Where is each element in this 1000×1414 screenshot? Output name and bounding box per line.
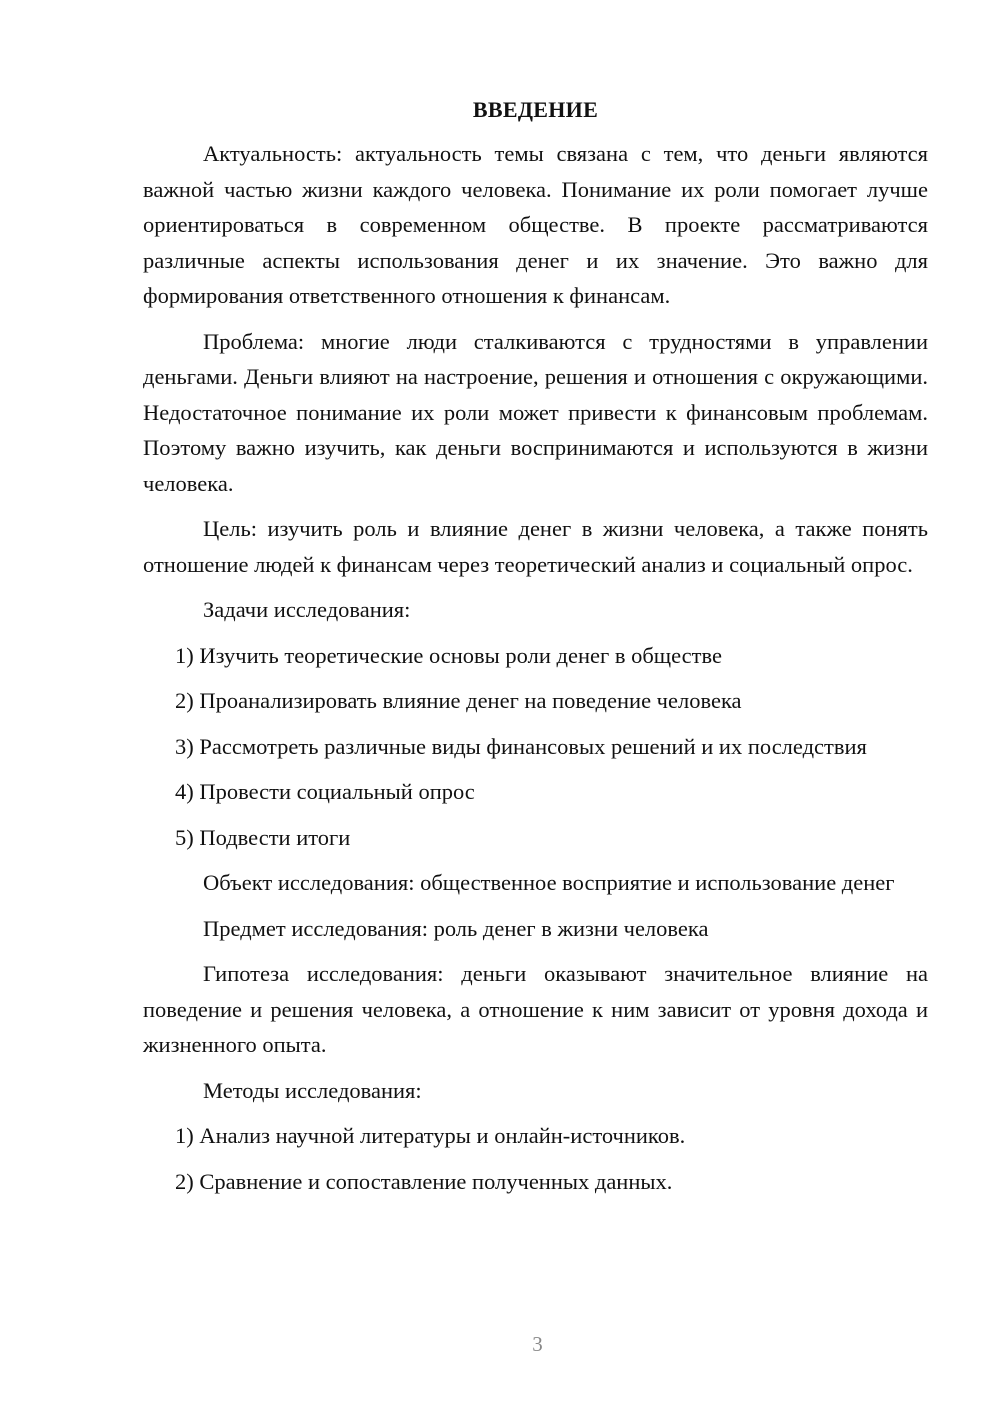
task-item-2: 2) Проанализировать влияние денег на поведение человека bbox=[175, 688, 742, 713]
tasks-title: Задачи исследования: bbox=[203, 597, 411, 622]
methods-title: Методы исследования: bbox=[203, 1077, 422, 1103]
method-item-2: 2) Сравнение и сопоставление полученных данных. bbox=[175, 1168, 673, 1194]
object-paragraph: Объект исследования: общественное восприятие и использование денег bbox=[203, 870, 895, 895]
goal-paragraph: Цель: изучить роль и влияние денег в жизни человека, а также понять отношение людей к финансам через теоретический анализ и социальный опрос. bbox=[143, 516, 928, 577]
page-number: 3 bbox=[532, 1332, 543, 1356]
method-item-1: 1) Анализ научной литературы и онлайн-источников. bbox=[175, 1123, 686, 1148]
page-content bbox=[143, 94, 928, 1209]
hypothesis-paragraph: Гипотеза исследования: деньги оказывают значительное влияние на поведение и решения человека, а отношение к ним зависит от уровня дохода и жизненного опыта. bbox=[143, 961, 928, 1057]
relevance-paragraph: Актуальность: актуальность темы связана с тем, что деньги являются важной частью жизни каждого человека. Понимание их роли помогает лучше ориентироваться в современном обществе. В проекте рассматриваются различные аспекты использования денег и их значение. Это важно для формирования ответственного отношения к финансам. bbox=[143, 141, 928, 308]
task-item-5: 5) Подвести итоги bbox=[175, 824, 351, 850]
task-item-1: 1) Изучить теоретические основы роли денег в обществе bbox=[175, 642, 722, 668]
section-heading: ВВЕДЕНИЕ bbox=[472, 97, 599, 122]
subject-paragraph: Предмет исследования: роль денег в жизни человека bbox=[203, 915, 709, 941]
task-item-4: 4) Провести социальный опрос bbox=[175, 779, 475, 804]
problem-paragraph: Проблема: многие люди сталкиваются с трудностями в управлении деньгами. Деньги влияют на настроение, решения и отношения с окружающими. Недостаточное понимание их роли может привести к финансовым проблемам. Поэтому важно изучить, как деньги воспринимаются и используются в жизни человека. bbox=[143, 328, 928, 496]
task-item-3: 3) Рассмотреть различные виды финансовых решений и их последствия bbox=[175, 733, 867, 759]
